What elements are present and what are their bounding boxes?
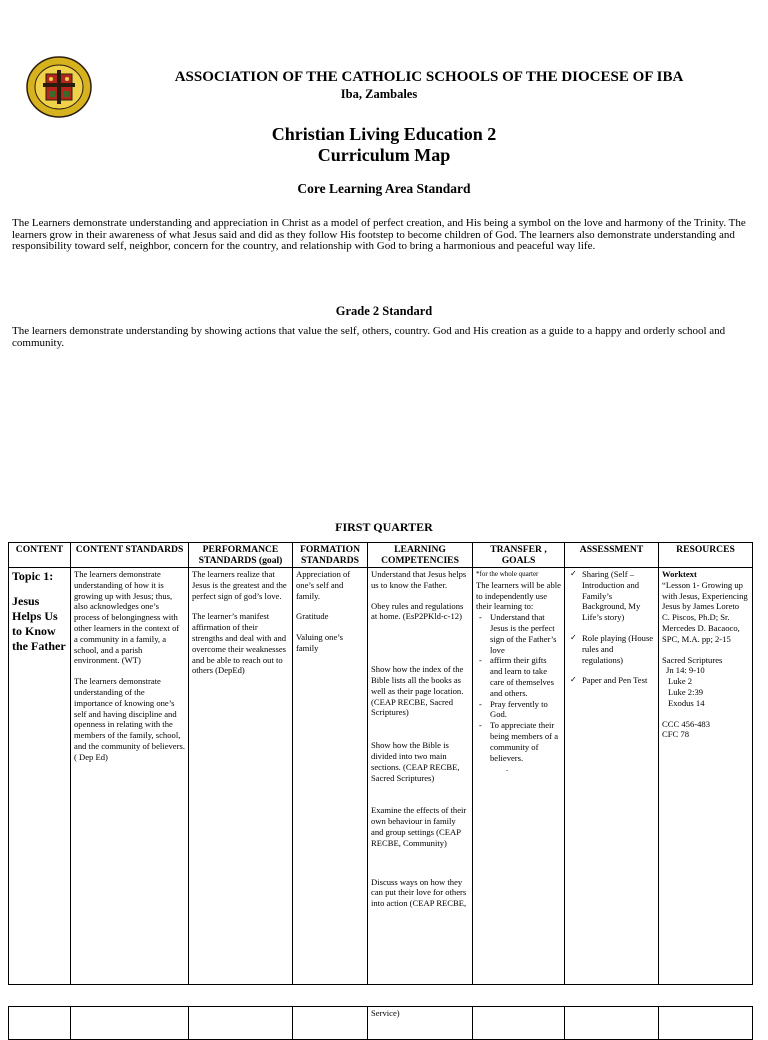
competency-5: Examine the effects of their own behaviour in family and group settings (CEAP RECBE, Community)	[371, 805, 467, 848]
list-item: ✓ Role playing (House rules and regulations)	[582, 633, 655, 665]
resources-ccc: CCC 456-483	[662, 718, 710, 729]
cell-content-standards	[71, 568, 189, 985]
table-row	[9, 568, 753, 985]
competency-6: Discuss ways on how they can put their love for others into action (CEAP RECBE,	[371, 876, 467, 909]
document-title	[0, 124, 768, 166]
scripture-ref: Jn 14: 9-10	[666, 665, 705, 676]
formation-standard-2: Gratitude	[296, 611, 329, 622]
table-header-row	[9, 543, 753, 568]
col-header-content-standards: CONTENT STANDARDS	[71, 543, 189, 568]
curriculum-map-table	[8, 542, 753, 985]
list-item: ✓ Paper and Pen Test	[582, 675, 655, 686]
quarter-heading: FIRST QUARTER	[335, 520, 433, 534]
scripture-ref: Exodus 14	[668, 697, 705, 708]
cell-transfer-goals	[473, 568, 565, 985]
transfer-intro: The learners will be able to independently use their learning to:	[476, 579, 561, 612]
competency-4: Show how the Bible is divided into two main sections. (CEAP RECBE, Sacred Scriptures)	[371, 740, 460, 783]
col-header-content: CONTENT	[9, 543, 71, 568]
cell-learning-competencies	[368, 568, 473, 985]
col-header-transfer-goals: TRANSFER , GOALS	[473, 543, 565, 568]
topic-number: Topic 1:	[12, 569, 54, 583]
performance-standard-1: The learners realize that Jesus is the greatest and the perfect sign of god’s love.	[192, 569, 287, 601]
col-header-formation-standards: FORMATION STANDARDS	[293, 543, 368, 568]
title-line-2: Curriculum Map	[317, 145, 451, 165]
competency-2: Obey rules and regulations at home. (EsP2PKld-c-12)	[371, 600, 464, 622]
title-line-1: Christian Living Education 2	[271, 124, 497, 144]
list-item: - Understand that Jesus is the perfect sign of the Father’s love	[490, 612, 561, 655]
cell-formation-standards	[293, 568, 368, 985]
transfer-goals-list	[476, 612, 561, 763]
list-item: ✓ Sharing (Self – Introduction and Family’s Background, My Life’s story)	[582, 569, 655, 623]
table-row	[9, 1007, 753, 1040]
col-header-performance-standards: PERFORMANCE STANDARDS (goal)	[189, 543, 293, 568]
list-item: - To appreciate their being members of a community of believers.	[490, 720, 561, 763]
scripture-ref: Luke 2:39	[668, 686, 704, 697]
resources-cfc: CFC 78	[662, 729, 689, 740]
formation-standard-1: Appreciation of one’s self and family.	[296, 569, 351, 601]
grade-standard-heading: Grade 2 Standard	[335, 304, 433, 318]
transfer-trailing-mark: .	[506, 763, 509, 774]
resources-scripture-label: Sacred Scriptures	[662, 654, 723, 665]
cell-content	[9, 568, 71, 985]
grade-standard-text: The learners demonstrate understanding by showing actions that value the self, others, country. God and His creation as a guide to a happy and orderly school and community.	[12, 325, 726, 349]
list-item: - affirm their gifts and learn to take care of themselves and others.	[490, 655, 561, 698]
core-standard-heading: Core Learning Area Standard	[297, 181, 471, 196]
organization-name: ASSOCIATION OF THE CATHOLIC SCHOOLS OF THE DIOCESE OF IBA	[174, 69, 684, 85]
list-item: - Pray fervently to God.	[490, 699, 561, 721]
col-header-resources: RESOURCES	[659, 543, 753, 568]
competency-6-continued: Service)	[368, 1007, 473, 1040]
competency-3: Show how the index of the Bible lists all the books as well as their page location. (CEAP RECBE, Sacred Scriptures)	[371, 664, 464, 718]
organization-location: Iba, Zambales	[340, 87, 418, 101]
content-standard-1: The learners demonstrate understanding of how it is growing up with Jesus; thus, also acknowledges one’s process of belongingness with other learners in the context of a community in a family, a school, and a parish environment. (WT)	[74, 569, 180, 666]
cell-performance-standards	[189, 568, 293, 985]
scripture-ref: Luke 2	[668, 676, 693, 687]
resources-worktext-label: Worktext	[662, 569, 697, 579]
topic-title: Jesus Helps Us to Know the Father	[12, 594, 66, 653]
cell-assessment	[565, 568, 659, 985]
col-header-learning-competencies: LEARNING COMPETENCIES	[368, 543, 473, 568]
col-header-assessment: ASSESSMENT	[565, 543, 659, 568]
core-standard-text: The Learners demonstrate understanding and appreciation in Christ as a model of perfect creation, and His being a symbol on the love and harmony of the Trinity. The learners grow in their awareness of what Jesus said and did as they follow His footstep to become children of God. The learners also demonstrate understanding and responsibility toward self, neighbor, concern for the country, and relationship with God to bring a harmonious and peaceful way life.	[12, 217, 746, 253]
formation-standard-3: Valuing one’s family	[296, 632, 344, 653]
resources-worktext: “Lesson 1- Growing up with Jesus, Experiencing Jesus by James Loreto C. Piscos, Ph.D; Sr. Mercedes D. Bacaoco, SPC, M.A. pp; 2-15	[662, 579, 748, 644]
content-standard-2: The learners demonstrate understanding of the importance of knowing one’s self and having discipline and openness in relating with the members of the family, school, and the community of believers. ( Dep Ed)	[74, 676, 185, 762]
cell-resources	[659, 568, 753, 985]
assessment-list	[568, 569, 655, 686]
competency-1: Understand that Jesus helps us to know the Father.	[371, 569, 467, 590]
curriculum-map-table-continued	[8, 1006, 753, 1040]
transfer-note: *for the whole quarter	[476, 570, 539, 578]
performance-standard-2: The learner’s manifest affirmation of their strengths and deal with and overcome their weaknesses and be able to reach out to others (DepEd)	[192, 611, 287, 676]
